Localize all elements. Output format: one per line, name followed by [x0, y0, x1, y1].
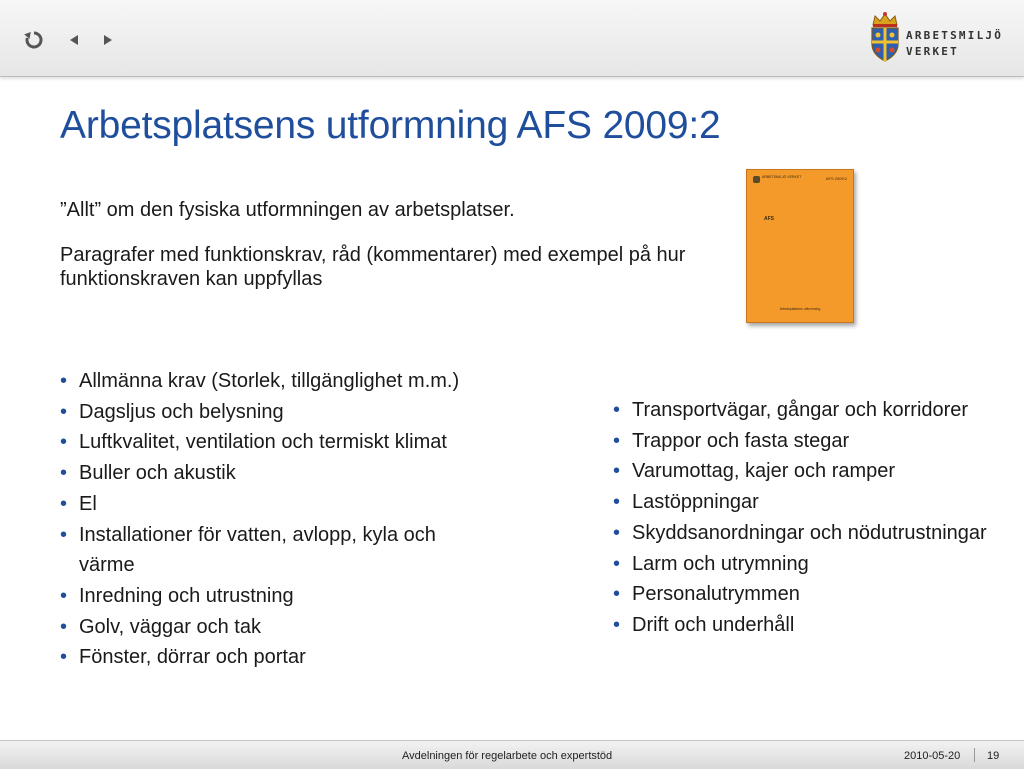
footer-date: 2010-05-20 [904, 750, 961, 762]
bullet-icon: • [60, 431, 68, 454]
footer-divider [974, 748, 975, 762]
reload-button[interactable] [22, 28, 46, 52]
bullet-icon: • [613, 460, 621, 483]
list-item-text: Lastöppningar [632, 491, 759, 514]
cover-label: AFS [764, 216, 774, 222]
logo-wordmark [906, 28, 1003, 60]
list-item-text: Buller och akustik [79, 462, 236, 485]
list-item [60, 520, 460, 581]
list-item-text: Fönster, dörrar och portar [79, 646, 306, 669]
cover-org: ARBETSMILJÖ VERKET [762, 175, 802, 179]
bullet-icon: • [60, 400, 68, 423]
list-item-text: Transportvägar, gångar och korridorer [632, 399, 969, 421]
logo-line-2: VERKET [906, 45, 959, 58]
cover-logo-icon [753, 176, 760, 183]
crest-icon [868, 11, 902, 63]
requirements-list-left [60, 366, 460, 673]
list-item-text: El [79, 492, 97, 515]
list-item [60, 427, 460, 458]
list-item [613, 610, 993, 641]
bullet-icon: • [60, 584, 68, 607]
bullet-icon: • [613, 399, 621, 421]
bullet-icon: • [613, 491, 621, 514]
list-item [613, 549, 993, 580]
list-item-text: Skyddsanordningar och nödutrustningar [632, 521, 987, 544]
list-item [60, 612, 460, 643]
footer-department: Avdelningen för regelarbete och expertstöd [402, 750, 613, 762]
bullet-icon: • [60, 462, 68, 485]
list-item [613, 579, 993, 610]
previous-arrow-icon [68, 34, 80, 46]
list-item [60, 489, 460, 520]
bullet-icon: • [60, 492, 68, 515]
list-item-text: Personalutrymmen [632, 583, 800, 606]
arbetsmiljoverket-logo [868, 11, 1018, 65]
afs-publication-cover [746, 169, 854, 323]
slide-title: Arbetsplatsens utformning AFS 2009:2 [60, 104, 721, 147]
top-toolbar [0, 0, 1024, 77]
bullet-icon: • [613, 583, 621, 606]
bullet-icon: • [613, 429, 621, 452]
bullet-icon: • [60, 646, 68, 669]
list-item [60, 397, 460, 428]
list-item-text: Allmänna krav (Storlek, tillgänglighet m.m.) [79, 370, 460, 392]
list-item-text: Golv, väggar och tak [79, 615, 261, 638]
bullet-icon: • [60, 523, 68, 546]
list-item [60, 366, 460, 397]
list-item [613, 456, 993, 487]
list-item [60, 642, 460, 673]
list-item-text: Inredning och utrustning [79, 584, 294, 607]
list-item [613, 426, 993, 457]
list-item-text: Dagsljus och belysning [79, 400, 284, 423]
bullet-icon: • [613, 613, 621, 636]
list-item-text: Drift och underhåll [632, 613, 795, 636]
intro-paragraph-2: Paragrafer med funktionskrav, råd (kommentarer) med exempel på hur funktionskraven kan uppfyllas [60, 244, 686, 290]
logo-line-1: ARBETSMILJÖ [906, 29, 1004, 42]
next-slide-button[interactable] [96, 28, 120, 52]
page-number: 19 [987, 750, 1000, 762]
bullet-icon: • [60, 615, 68, 638]
bullet-icon: • [613, 552, 621, 575]
list-item [60, 458, 460, 489]
list-item-text: Luftkvalitet, ventilation och termiskt klimat [79, 431, 447, 454]
list-item-text: Trappor och fasta stegar [632, 429, 850, 452]
bullet-icon: • [60, 370, 68, 392]
cover-subtitle: Arbetsplatsens utformning [779, 307, 821, 311]
slide-footer [0, 740, 1024, 769]
list-item-text: Larm och utrymning [632, 552, 809, 575]
previous-slide-button[interactable] [62, 28, 86, 52]
list-item [60, 581, 460, 612]
intro-paragraph-1: ”Allt” om den fysiska utformningen av arbetsplatser. [60, 199, 515, 221]
reload-icon [24, 30, 44, 50]
requirements-list-right [613, 395, 993, 641]
list-item [613, 487, 993, 518]
cover-code: AFS 2009:2 [825, 176, 847, 181]
list-item-text: Installationer för vatten, avlopp, kyla och värme [79, 523, 436, 577]
list-item-text: Varumottag, kajer och ramper [632, 460, 896, 483]
next-arrow-icon [102, 34, 114, 46]
list-item [613, 395, 993, 426]
bullet-icon: • [613, 521, 621, 544]
list-item [613, 518, 993, 549]
